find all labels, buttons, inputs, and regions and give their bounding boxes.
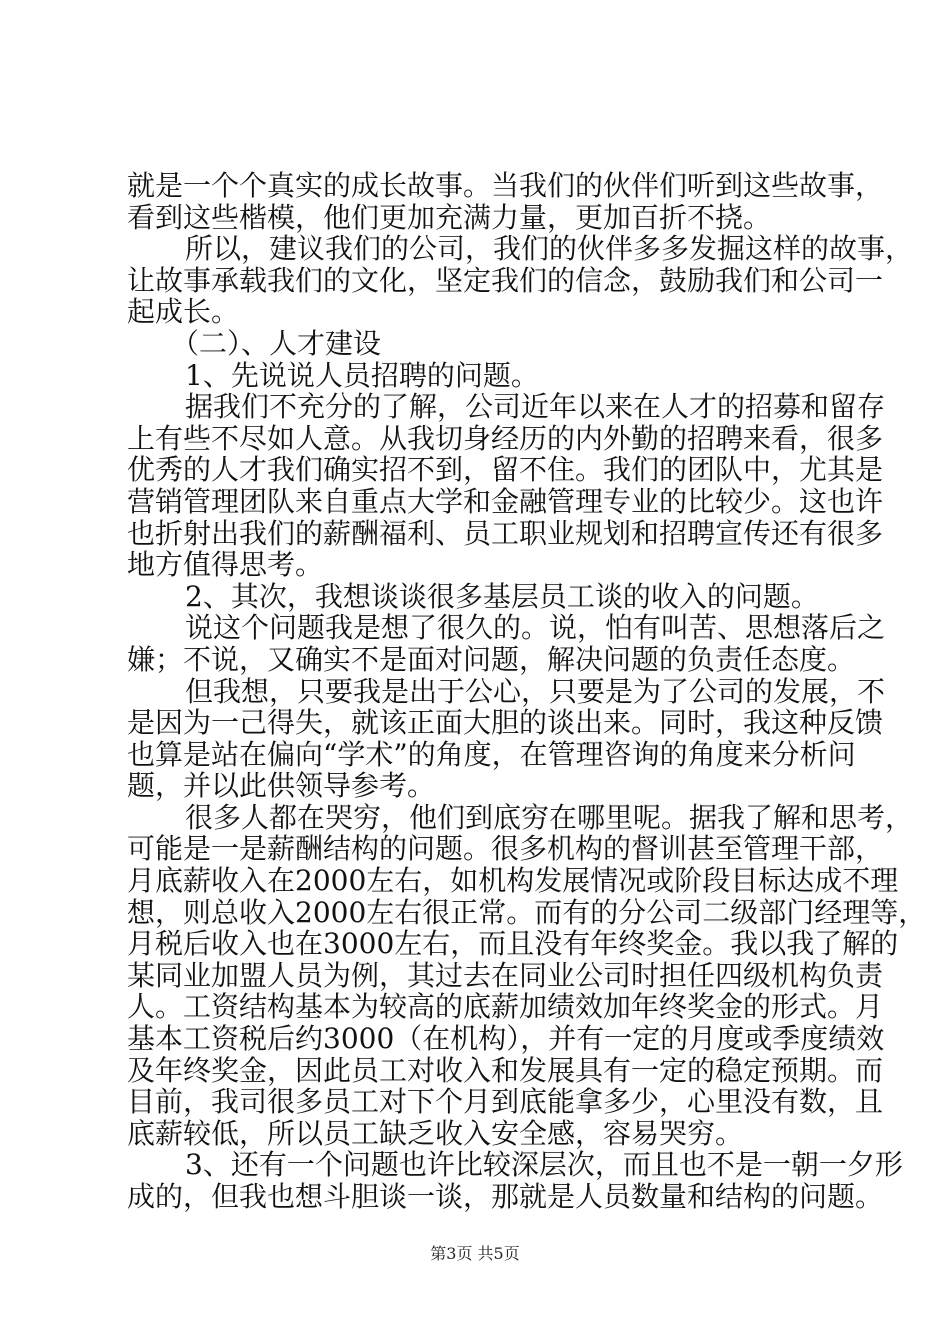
text-line: 很多人都在哭穷，他们到底穷在哪里呢。据我了解和思考，	[185, 800, 914, 834]
section-heading	[127, 328, 841, 360]
text-line: 基本工资税后约3000（在机构），并有一定的月度或季度绩效	[127, 1022, 885, 1056]
text-line: 也折射出我们的薪酬福利、员工职业规划和招聘宣传还有很多	[127, 516, 884, 550]
text-line: 是因为一己得失，就该正面大胆的谈出来。同时，我这种反馈	[127, 706, 884, 740]
text-line: 月底薪收入在2000左右，如机构发展情况或阶段目标达成不理	[127, 864, 899, 898]
text-line: 地方值得思考。	[127, 548, 324, 582]
text-line: 1、先说说人员招聘的问题。	[185, 358, 539, 392]
paragraph	[127, 390, 886, 582]
text-line: 但我想，只要我是出于公心，只要是为了公司的发展，不	[185, 674, 886, 708]
text-line: 目前，我司很多员工对下个月到底能拿多少，心里没有数，且	[127, 1085, 884, 1119]
text-line: 可能是一是薪酬结构的问题。很多机构的督训甚至管理干部，	[127, 832, 884, 866]
text-line: 2、其次，我想谈谈很多基层员工谈的收入的问题。	[185, 579, 819, 613]
text-line: 说这个问题我是想了很久的。说，怕有叫苦、思想落后之	[185, 611, 886, 645]
text-line: 优秀的人才我们确实招不到，留不住。我们的团队中，尤其是	[127, 453, 884, 487]
paragraph	[127, 611, 886, 676]
text-line: 嫌；不说，又确实不是面对问题，解决问题的负责任态度。	[127, 642, 856, 676]
text-line: 及年终奖金，因此员工对收入和发展具有一定的稳定预期。而	[127, 1053, 884, 1087]
text-line: 所以，建议我们的公司，我们的伙伴多多发掘这样的故事，	[185, 232, 914, 266]
paragraph	[127, 674, 886, 803]
paragraph	[127, 581, 841, 613]
text-line: 人。工资结构基本为较高的底薪加绩效加年终奖金的形式。月	[127, 990, 884, 1024]
text-line: 题，并以此供领导参考。	[127, 769, 436, 803]
paragraph	[127, 1148, 903, 1213]
text-line: 营销管理团队来自重点大学和金融管理专业的比较少。这也许	[127, 484, 884, 518]
paragraph	[127, 360, 841, 392]
text-line: 想，则总收入2000左右很正常。而有的分公司二级部门经理等，	[127, 895, 927, 929]
text-line: 也算是站在偏向“学术”的角度，在管理咨询的角度来分析问	[127, 737, 856, 771]
paragraph	[127, 800, 927, 1150]
text-line: （二）、人才建设	[171, 326, 382, 360]
text-line: 成的，但我也想斗胆谈一谈，那就是人员数量和结构的问题。	[127, 1180, 884, 1213]
text-line: 底薪较低，所以员工缺乏收入安全感，容易哭穷。	[127, 1116, 744, 1150]
document-body	[127, 169, 927, 1213]
page-footer: 第3页 共5页	[430, 1244, 520, 1263]
text-line: 上有些不尽如人意。从我切身经历的内外勤的招聘来看，很多	[127, 421, 884, 455]
text-line: 看到这些楷模，他们更加充满力量，更加百折不挠。	[127, 200, 772, 234]
text-line: 就是一个个真实的成长故事。当我们的伙伴们听到这些故事，	[127, 169, 884, 202]
text-line: 起成长。	[127, 295, 240, 329]
text-line: 月税后收入也在3000左右，而且没有年终奖金。我以我了解的	[127, 927, 899, 961]
text-line: 3、还有一个问题也许比较深层次，而且也不是一朝一夕形	[185, 1148, 903, 1182]
paragraph	[127, 232, 914, 329]
text-line: 某同业加盟人员为例，其过去在同业公司时担任四级机构负责	[127, 958, 884, 992]
paragraph	[127, 169, 884, 234]
text-line: 让故事承载我们的文化，坚定我们的信念，鼓励我们和公司一	[127, 263, 884, 297]
text-line: 据我们不充分的了解，公司近年以来在人才的招募和留存	[185, 390, 886, 424]
